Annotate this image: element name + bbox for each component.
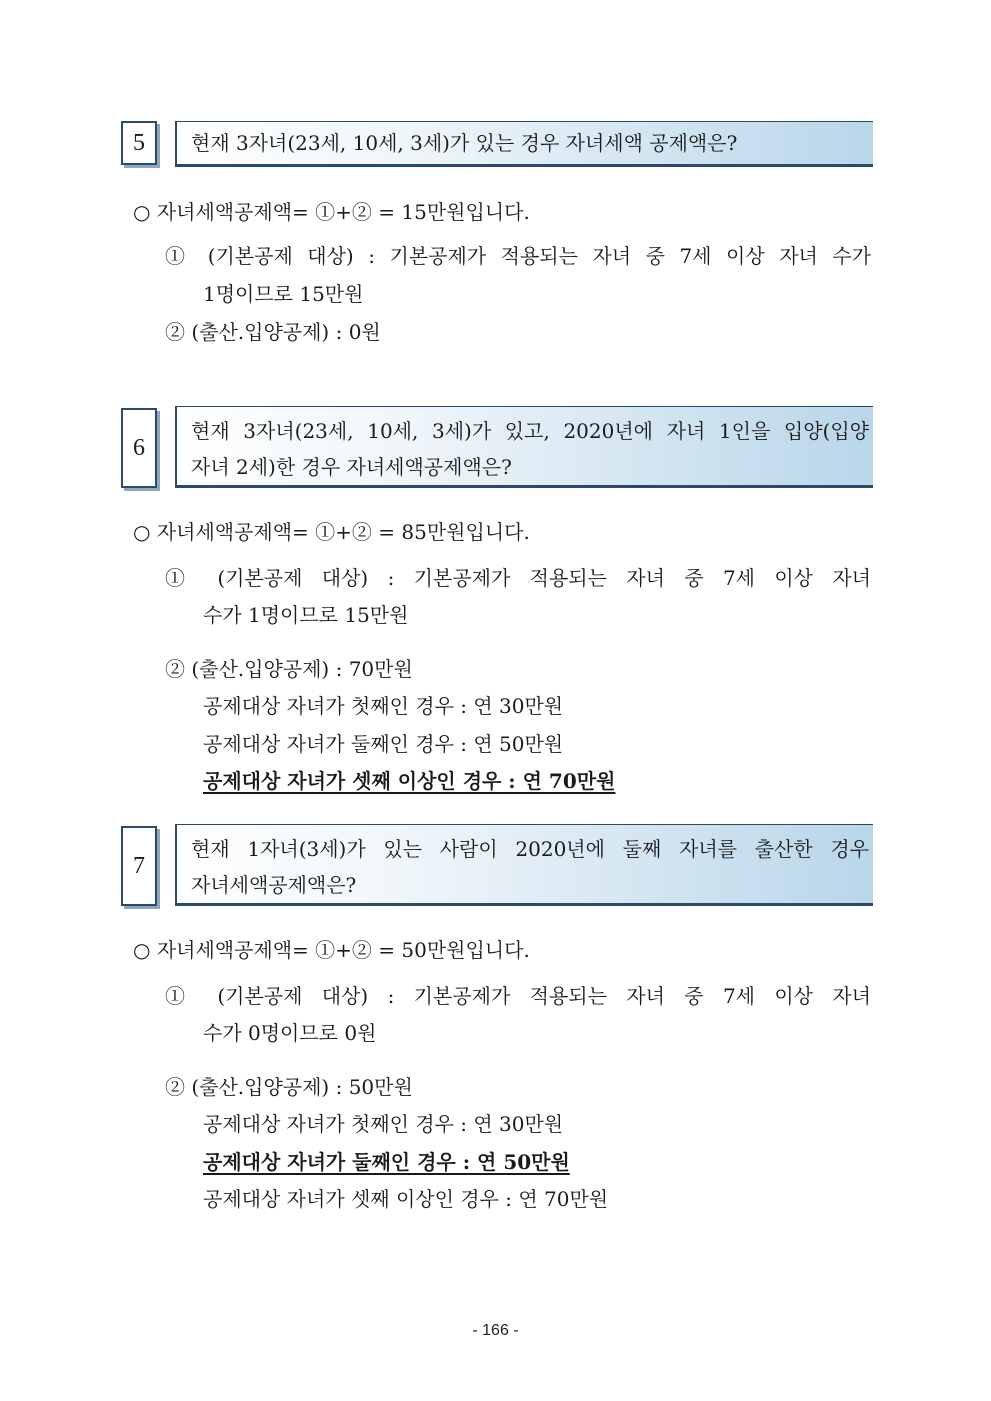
question-number-6: 6 <box>121 408 157 488</box>
answer-item2-5: ② (출산.입양공제) : 0원 <box>165 320 381 344</box>
rule-first-6: 공제대상 자녀가 첫째인 경우 : 연 30만원 <box>203 694 564 718</box>
question-box-7 <box>175 824 873 906</box>
answer-item1-line2-5: 1명이므로 15만원 <box>203 282 364 306</box>
answer-total-6: ○ 자녀세액공제액= ①+② = 85만원입니다. <box>133 520 530 544</box>
question-text-5: 현재 3자녀(23세, 10세, 3세)가 있는 경우 자녀세액 공제액은? <box>191 131 738 155</box>
question-number-7: 7 <box>121 826 157 906</box>
answer-item1-line2-7: 수가 0명이므로 0원 <box>203 1021 377 1045</box>
rule-first-7: 공제대상 자녀가 첫째인 경우 : 연 30만원 <box>203 1112 564 1136</box>
answer-item2-7: ② (출산.입양공제) : 50만원 <box>165 1075 413 1099</box>
answer-item1-line2-6: 수가 1명이므로 15만원 <box>203 603 409 627</box>
page-number: - 166 - <box>472 1322 519 1339</box>
question-text-7-line1: 현재 1자녀(3세)가 있는 사람이 2020년에 둘째 자녀를 출산한 경우 <box>191 837 869 861</box>
question-number-5: 5 <box>121 121 157 165</box>
question-box-5 <box>175 121 873 167</box>
answer-item1-line1-7: ① (기본공제 대상) : 기본공제가 적용되는 자녀 중 7세 이상 자녀 <box>165 984 871 1008</box>
answer-item1-line1-6: ① (기본공제 대상) : 기본공제가 적용되는 자녀 중 7세 이상 자녀 <box>165 566 871 590</box>
question-text-6-line1: 현재 3자녀(23세, 10세, 3세)가 있고, 2020년에 자녀 1인을 입양(입양 <box>191 419 869 443</box>
rule-second-6: 공제대상 자녀가 둘째인 경우 : 연 50만원 <box>203 732 564 756</box>
answer-total-5: ○ 자녀세액공제액= ①+② = 15만원입니다. <box>133 200 530 224</box>
question-text-6-line2: 자녀 2세)한 경우 자녀세액공제액은? <box>191 455 512 479</box>
rule-third-7: 공제대상 자녀가 셋째 이상인 경우 : 연 70만원 <box>203 1187 609 1211</box>
question-box-6 <box>175 406 873 488</box>
answer-item2-6: ② (출산.입양공제) : 70만원 <box>165 657 413 681</box>
answer-item1-line1-5: ① (기본공제 대상) : 기본공제가 적용되는 자녀 중 7세 이상 자녀 수가 <box>165 244 871 268</box>
answer-total-7: ○ 자녀세액공제액= ①+② = 50만원입니다. <box>133 938 530 962</box>
question-text-7-line2: 자녀세액공제액은? <box>191 873 357 897</box>
rule-second-7-highlighted: 공제대상 자녀가 둘째인 경우 : 연 50만원 <box>203 1150 570 1174</box>
rule-third-6-highlighted: 공제대상 자녀가 셋째 이상인 경우 : 연 70만원 <box>203 769 616 793</box>
